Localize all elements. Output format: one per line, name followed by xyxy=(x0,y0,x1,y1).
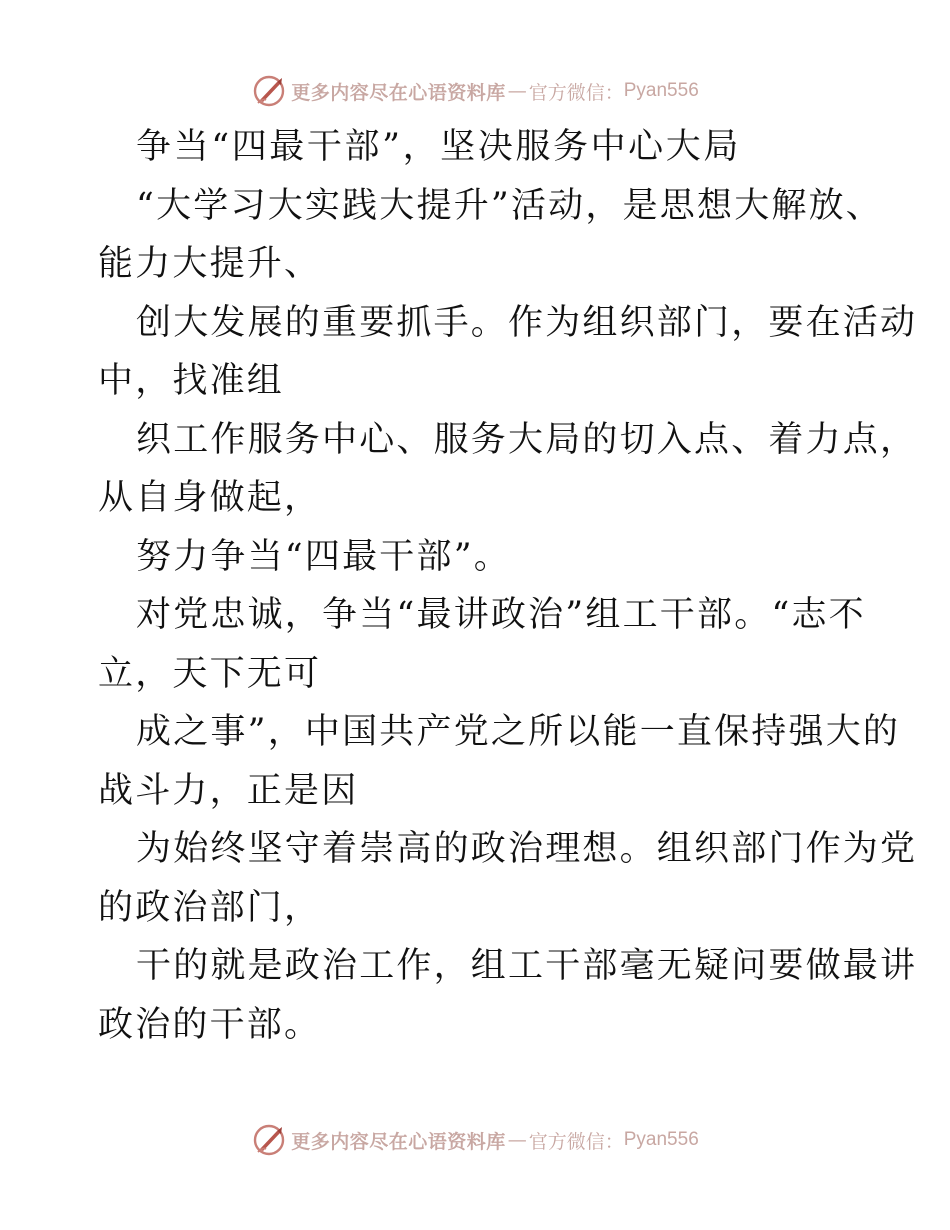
banner-site-text: 更多内容尽在心语资料库 xyxy=(291,1130,506,1153)
quill-pen-logo-icon xyxy=(251,1122,287,1158)
quill-pen-logo-icon xyxy=(251,73,287,109)
banner-wechat-label: 官方微信： xyxy=(528,1130,624,1153)
footer-banner xyxy=(0,1120,950,1160)
document-title: 争当“四最干部”，坚决服务中心大局 xyxy=(136,127,741,167)
text-line: 为始终坚守着崇高的政治理想。组织部门作为党 xyxy=(136,829,918,869)
text-line: 创大发展的重要抓手。作为组织部门，要在活动 xyxy=(136,302,918,343)
text-line: 织工作服务中心、服务大局的切入点、着力点， xyxy=(136,419,918,460)
text-line: 战斗力，正是因 xyxy=(98,770,359,811)
text-line: 对党忠诚，争当“最讲政治”组工干部。“志不 xyxy=(136,595,866,635)
banner-separator: — xyxy=(507,1129,527,1151)
text-line: 中，找准组 xyxy=(98,361,285,401)
banner-wechat-label: 官方微信： xyxy=(528,81,624,104)
text-line: 从自身做起， xyxy=(98,478,322,518)
text-line: 努力争当“四最干部”。 xyxy=(136,536,511,577)
header-banner xyxy=(0,71,950,111)
text-line: 成之事”，中国共产党之所以能一直保持强大的 xyxy=(136,712,901,752)
text-line: “大学习大实践大提升”活动，是思想大解放、 xyxy=(136,185,883,226)
text-line: 政治的干部。 xyxy=(98,1004,322,1045)
text-line: 的政治部门， xyxy=(98,887,322,928)
document-body xyxy=(98,118,918,1054)
banner-wechat-id: Pyan556 xyxy=(623,1129,699,1150)
text-line: 干的就是政治工作，组工干部毫无疑问要做最讲 xyxy=(136,946,918,986)
banner-wechat-id: Pyan556 xyxy=(623,80,699,101)
text-line: 立，天下无可 xyxy=(98,653,322,694)
banner-separator: — xyxy=(507,80,527,102)
text-line: 能力大提升、 xyxy=(98,244,322,284)
banner-site-text: 更多内容尽在心语资料库 xyxy=(291,81,506,104)
